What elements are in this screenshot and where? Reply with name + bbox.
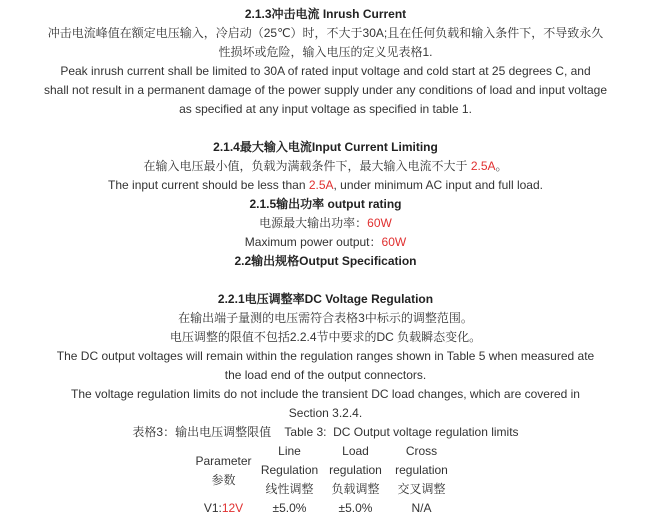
input-current-en-end: , under minimum AC input and full load. (333, 178, 543, 192)
parameter-label: V1: (203, 501, 222, 515)
header-parameter (191, 442, 257, 499)
input-current-en (26, 176, 626, 195)
header-cell-line: Regulation (260, 463, 319, 477)
table-header-row (191, 442, 455, 499)
spacer (26, 271, 626, 290)
output-power-zh-value: 60W (367, 216, 392, 230)
cell-cross-regulation: N/A (411, 501, 432, 515)
inrush-en-line-3: as specified at any input voltage as specified in table 1. (179, 102, 472, 116)
regulation-en-line-2: the load end of the output connectors. (224, 368, 427, 382)
output-power-en-text: Maximum power output： (244, 235, 382, 249)
header-cell-line: 负载调整 (331, 482, 380, 496)
header-cross-regulation (389, 442, 455, 499)
header-cell-line: Load (342, 444, 369, 458)
cell-parameter (191, 499, 257, 518)
section-2-1-3-title: 2.1.3冲击电流 Inrush Current (244, 7, 407, 21)
input-current-zh-value: 2.5A (470, 159, 496, 173)
section-2-1-5-title: 2.1.5输出功率 output rating (249, 197, 402, 211)
parameter-voltage: 12V (221, 501, 244, 515)
header-line-regulation (257, 442, 323, 499)
header-cell-line: Cross (405, 444, 438, 458)
output-power-zh-text: 电源最大输出功率： (259, 216, 368, 230)
spacer (26, 119, 626, 138)
input-current-en-value: 2.5A (308, 178, 334, 192)
inrush-en-line-1: Peak inrush current shall be limited to 30A of rated input voltage and cold start at 25 degrees C, and (60, 64, 591, 78)
regulation-zh-line-1: 在输出端子量测的电压需符合表格3中标示的调整范围。 (178, 311, 473, 325)
output-power-zh (26, 214, 626, 233)
output-power-en (26, 233, 626, 252)
section-2-2-title: 2.2输出规格Output Specification (234, 254, 417, 268)
regulation-en-line-1: The DC output voltages will remain within the regulation ranges shown in Table 5 when measured ate (56, 349, 595, 363)
regulation-zh-line-2: 电压调整的限值不包括2.2.4节中要求的DC 负载瞬态变化。 (169, 330, 482, 344)
cell-line-regulation: ±5.0% (272, 501, 307, 515)
inrush-en-line-2: shall not result in a permanent damage of the power supply under any conditions of load and input voltage (43, 83, 608, 97)
regulation-en-line-4: Section 3.2.4. (288, 406, 363, 420)
input-current-en-text: The input current should be less than (108, 178, 309, 192)
header-cell-line: Parameter (195, 453, 252, 468)
header-cell-line: regulation (329, 463, 382, 477)
header-cell-line: 交叉调整 (397, 482, 446, 496)
cell-load-regulation: ±5.0% (338, 501, 373, 515)
inrush-zh-line-2: 性损坏或危险，输入电压的定义见表格1. (218, 45, 433, 59)
header-cell-line: 参数 (211, 472, 236, 487)
input-current-zh-text: 在输入电压最小值，负载为满载条件下，最大输入电流不大于 (143, 159, 471, 173)
section-2-2-1-title: 2.2.1电压调整率DC Voltage Regulation (217, 292, 434, 306)
header-cell-line: Line (278, 444, 301, 458)
output-power-en-value: 60W (381, 235, 407, 249)
input-current-zh (26, 157, 626, 176)
document (26, 0, 626, 518)
regulation-en-line-3: The voltage regulation limits do not include the transient DC load changes, which are covered in (71, 387, 580, 401)
inrush-zh-line-1: 冲击电流峰值在额定电压输入，冷启动（25℃）时，不大于30A;且在任何负载和输入条件下，不导致永久 (47, 26, 604, 40)
input-current-zh-end: 。 (495, 159, 508, 173)
table-caption: 表格3：输出电压调整限值 Table 3: DC Output voltage regulation limits (132, 425, 519, 439)
section-2-1-4-title: 2.1.4最大输入电流Input Current Limiting (213, 140, 438, 154)
table-row (191, 499, 455, 518)
header-cell-line: 线性调整 (265, 482, 314, 496)
header-load-regulation (323, 442, 389, 499)
regulation-table (191, 442, 455, 518)
header-cell-line: regulation (395, 463, 448, 477)
